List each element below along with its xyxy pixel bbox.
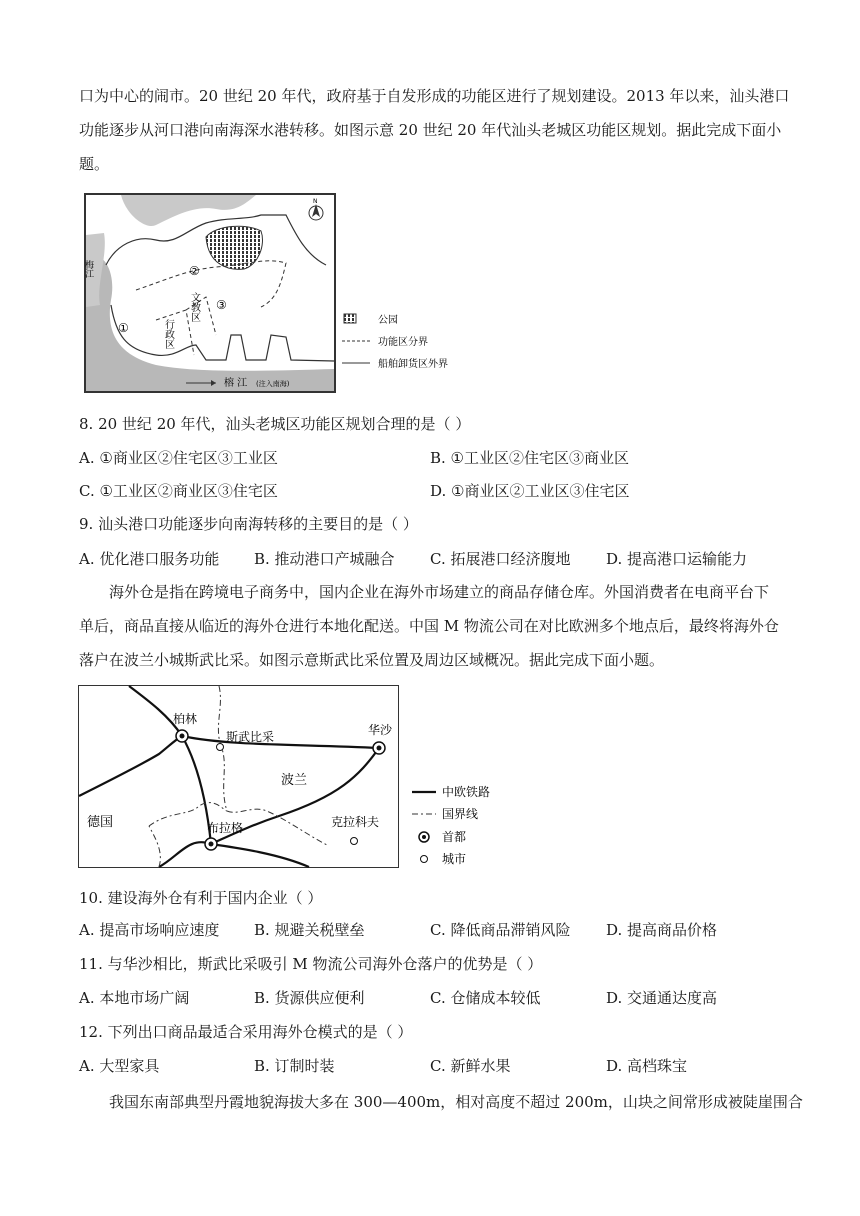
city-legend-icon	[421, 856, 428, 863]
krakow-label: 克拉科夫	[331, 815, 380, 829]
legend-capital: 首都	[442, 830, 467, 844]
q12-option-d[interactable]: D. 高档珠宝	[606, 1057, 688, 1075]
q11-option-a[interactable]: A. 本地市场广阔	[79, 989, 190, 1007]
q11-stem: 11. 与华沙相比，斯武比采吸引 M 物流公司海外仓落户的优势是（ ）	[79, 955, 543, 973]
culture-zone-label: 文教区	[188, 292, 200, 322]
q9-option-c[interactable]: C. 拓展港口经济腹地	[430, 550, 571, 568]
q11-option-d[interactable]: D. 交通通达度高	[606, 989, 718, 1007]
q10-option-c[interactable]: C. 降低商品滞销风险	[430, 921, 571, 939]
passage3-line1: 我国东南部典型丹霞地貌海拔大多在 300—400m，相对高度不超过 200m，山块之间常形成被陡崖围合	[109, 1093, 803, 1111]
park-area	[206, 226, 262, 269]
passage1-line2: 功能逐步从河口港向南海深水港转移。如图示意 20 世纪 20 年代汕头老城区功能区规划。据此完成下面小	[79, 121, 782, 139]
passage1-line1: 口为中心的闹市。20 世纪 20 年代，政府基于自发形成的功能区进行了规划建设。2013 年以来，汕头港口	[79, 87, 790, 105]
poland-legend	[410, 780, 520, 868]
shantou-map	[84, 193, 336, 393]
legend-city: 城市	[442, 852, 467, 866]
berlin-label: 柏林	[173, 712, 198, 726]
legend-border: 国界线	[442, 807, 479, 821]
q8-option-a[interactable]: A. ①商业区②住宅区③工业区	[79, 449, 278, 467]
q9-option-b[interactable]: B. 推动港口产城融合	[254, 550, 395, 568]
admin-zone-label: 行政区	[162, 319, 174, 349]
q10-option-d[interactable]: D. 提高商品价格	[606, 921, 718, 939]
warsaw-label: 华沙	[368, 723, 393, 737]
railway-east	[182, 736, 379, 748]
q10-stem: 10. 建设海外仓有利于国内企业（ ）	[79, 889, 323, 907]
q10-option-b[interactable]: B. 规避关税壁垒	[254, 921, 365, 939]
railway-west	[79, 736, 182, 796]
park-legend-icon	[344, 314, 356, 323]
rongjiang-label: 榕 江	[224, 378, 248, 389]
q8-option-d[interactable]: D. ①商业区②工业区③住宅区	[430, 482, 630, 500]
shantou-map-svg	[83, 195, 334, 391]
legend-boundary: 功能区分界	[378, 337, 428, 348]
q12-option-c[interactable]: C. 新鲜水果	[430, 1057, 511, 1075]
q9-option-a[interactable]: A. 优化港口服务功能	[79, 550, 220, 568]
railway-north	[129, 686, 182, 736]
upper-water	[121, 195, 256, 226]
area-1-label: ①	[118, 321, 129, 335]
legend-railway: 中欧铁路	[442, 785, 491, 799]
q9-stem: 9. 汕头港口功能逐步向南海转移的主要目的是（ ）	[79, 515, 418, 533]
poland-label: 波兰	[281, 773, 308, 788]
q11-option-c[interactable]: C. 仓储成本较低	[430, 989, 541, 1007]
q8-stem: 8. 20 世纪 20 年代，汕头老城区功能区规划合理的是（ ）	[79, 415, 471, 433]
poland-map-svg	[79, 686, 398, 867]
q10-option-a[interactable]: A. 提高市场响应速度	[79, 921, 220, 939]
q8-option-b[interactable]: B. ①工业区②住宅区③商业区	[430, 449, 630, 467]
q12-stem: 12. 下列出口商品最适合采用海外仓模式的是（ ）	[79, 1023, 413, 1041]
shantou-legend	[340, 310, 480, 374]
germany-label: 德国	[87, 815, 114, 830]
passage1-line3: 题。	[79, 155, 110, 173]
slubice-label: 斯武比采	[226, 730, 275, 744]
poland-map	[78, 685, 399, 868]
railway-prague-west	[159, 842, 211, 867]
q12-option-b[interactable]: B. 订制时装	[254, 1057, 335, 1075]
area-2-label: ②	[189, 264, 200, 278]
legend-park: 公园	[378, 315, 398, 326]
rongjiang-note: (注入南海)	[256, 380, 290, 388]
passage2-line2: 单后，商品直接从临近的海外仓进行本地化配送。中国 M 物流公司在对比欧洲多个地点后，最终将海外仓	[79, 617, 779, 635]
passage2-line3: 落户在波兰小城斯武比采。如图示意斯武比采位置及周边区域概况。据此完成下面小题。	[79, 651, 665, 669]
north-label: N	[313, 198, 318, 205]
area-3-label: ③	[216, 298, 227, 312]
prague-label: 布拉格	[207, 821, 244, 835]
passage2-line1: 海外仓是指在跨境电子商务中，国内企业在海外市场建立的商品存储仓库。外国消费者在电商平台下	[109, 583, 770, 601]
meijiang-label: 梅江	[83, 260, 93, 278]
q9-option-d[interactable]: D. 提高港口运输能力	[606, 550, 748, 568]
legend-dock: 船舶卸货区外界	[378, 359, 448, 370]
q8-option-c[interactable]: C. ①工业区②商业区③住宅区	[79, 482, 278, 500]
q11-option-b[interactable]: B. 货源供应便利	[254, 989, 365, 1007]
slubice-city-icon	[217, 744, 224, 751]
krakow-city-icon	[351, 838, 358, 845]
q12-option-a[interactable]: A. 大型家具	[79, 1057, 160, 1075]
